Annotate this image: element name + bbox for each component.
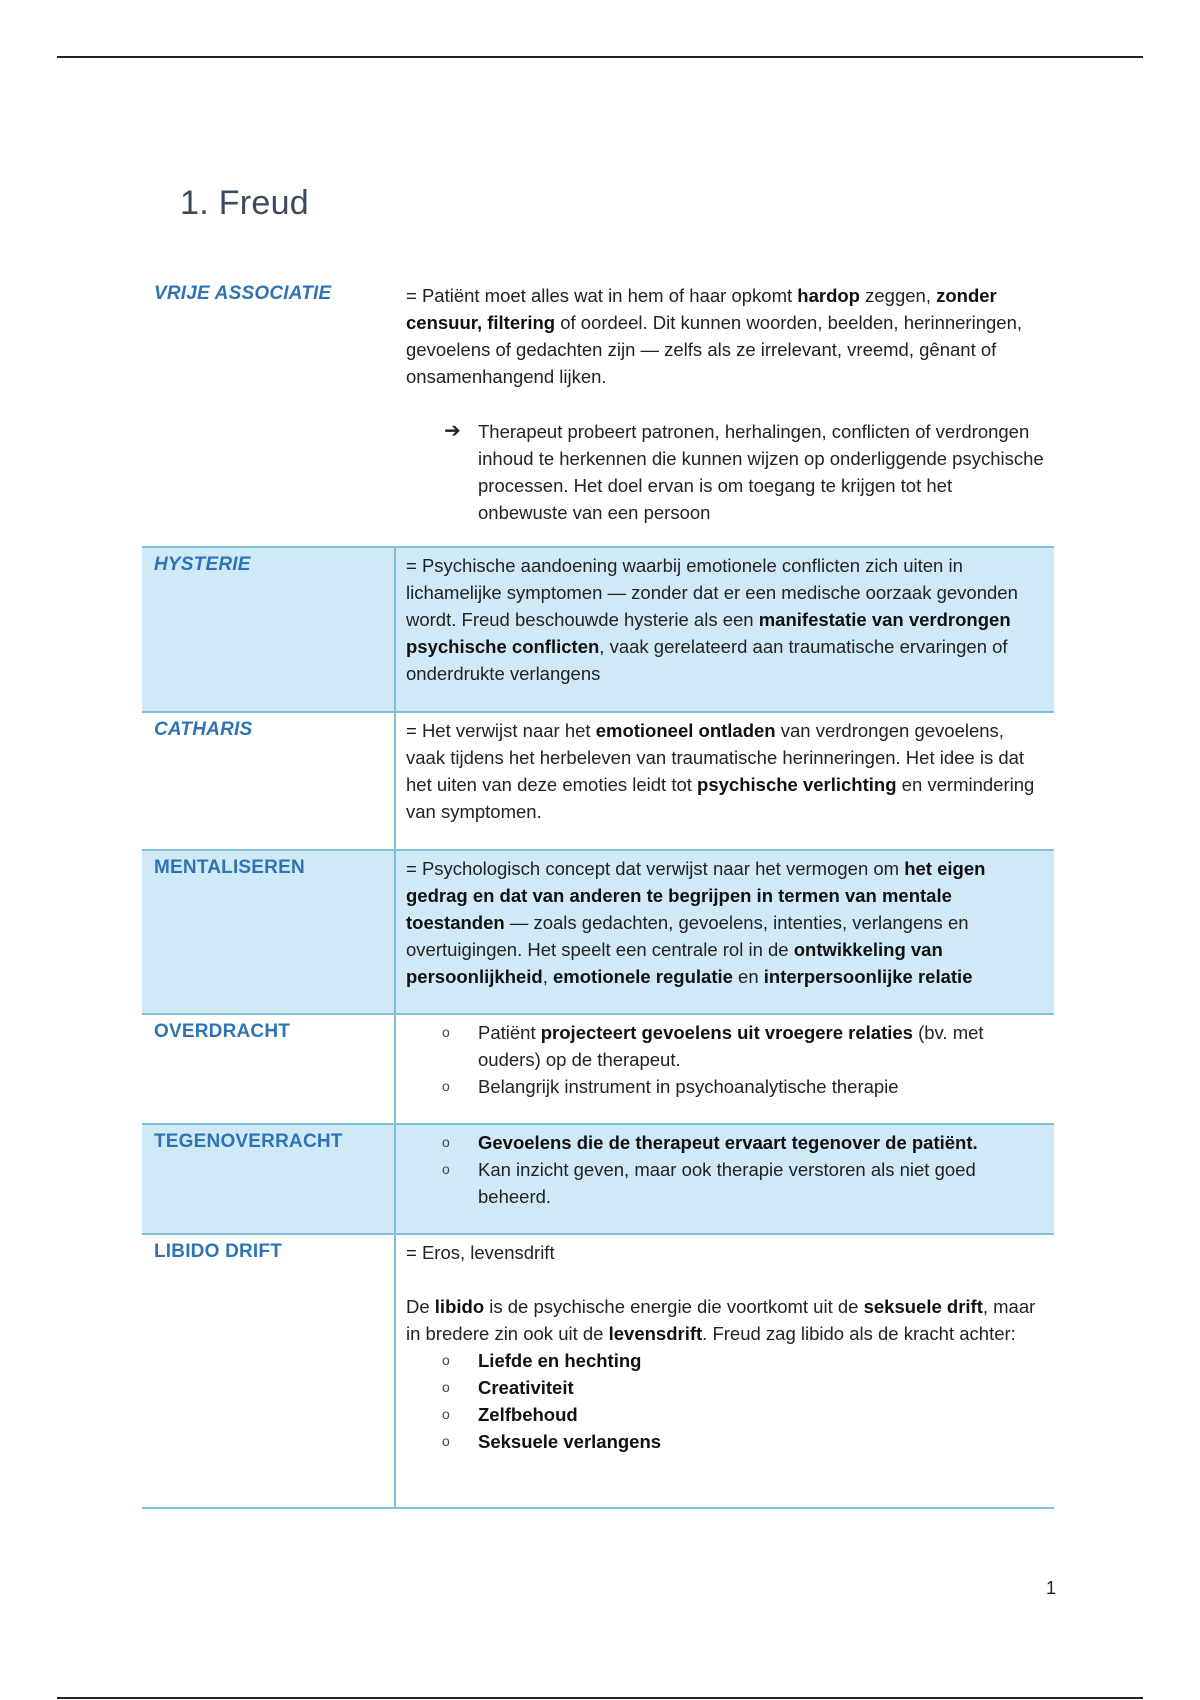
- term-label: HYSTERIE: [142, 548, 396, 711]
- definition-cell: [396, 282, 1054, 546]
- definition-cell: [396, 1125, 1054, 1233]
- hollow-circle-bullet-icon: o: [442, 1024, 450, 1040]
- term-label: TEGENOVERRACHT: [142, 1125, 396, 1233]
- bullet-item: [442, 1156, 1044, 1210]
- definition-text: [406, 717, 1044, 825]
- definition-text: [406, 552, 1044, 687]
- bold-text: libido: [434, 1296, 485, 1317]
- text-run: Belangrijk instrument in psychoanalytische therapie: [478, 1076, 899, 1097]
- text-run: of oordeel. Dit kunnen woorden, beelden, herinneringen, gevoelens of gedachten zijn — zelfs als ze irrelevant, vreemd, gênant of onsamenhangend lijken.: [406, 312, 1022, 387]
- definition-cell: [396, 548, 1054, 711]
- bullet-list: [406, 1129, 1044, 1210]
- definition-text: [406, 855, 1044, 990]
- glossary-row-overdracht: [142, 1015, 1054, 1125]
- bold-text: projecteert gevoelens uit vroegere relaties: [540, 1022, 913, 1043]
- definition-text: [406, 282, 1044, 390]
- bold-text: emotionele regulatie: [553, 966, 733, 987]
- hollow-circle-bullet-icon: o: [442, 1406, 450, 1422]
- glossary-row-mentaliseren: [142, 851, 1054, 1015]
- text-run: en: [732, 966, 764, 987]
- hollow-circle-bullet-icon: o: [442, 1161, 450, 1177]
- text-run: . Freud zag libido als de kracht achter:: [702, 1323, 1016, 1344]
- bold-text: het eigen gedrag en dat van anderen te begrijpen in termen van mentale toestanden: [406, 858, 986, 933]
- bullet-text: [478, 1073, 899, 1100]
- arrow-right-icon: ➔: [444, 420, 461, 442]
- bold-text: Gevoelens die de therapeut ervaart tegenover de patiënt.: [478, 1132, 978, 1153]
- bullet-text: [478, 1129, 978, 1156]
- bold-text: psychische verlichting: [697, 774, 897, 795]
- definition-text: [406, 1293, 1044, 1347]
- text-run: , maar in bredere zin ook uit de: [406, 1296, 1036, 1344]
- footer-rule: [57, 1697, 1143, 1699]
- glossary-row-libido-drift: [142, 1235, 1054, 1509]
- bullet-text: [478, 1019, 1044, 1073]
- glossary-row-tegenoverracht: [142, 1125, 1054, 1235]
- bold-text: interpersoonlijke relatie: [763, 966, 973, 987]
- text-run: — zoals gedachten, gevoelens, intenties, verlangens en overtuigingen. Het speelt een centrale rol in de: [406, 912, 969, 960]
- text-run: = Patiënt moet alles wat in hem of haar opkomt: [406, 285, 798, 306]
- text-run: De: [406, 1296, 435, 1317]
- page-title: 1. Freud: [180, 184, 310, 222]
- bold-text: emotioneel ontladen: [595, 720, 776, 741]
- bullet-item: [442, 1347, 1044, 1374]
- glossary-row-hysterie: [142, 546, 1054, 713]
- term-label: LIBIDO DRIFT: [142, 1235, 396, 1507]
- bullet-list: [406, 1347, 1044, 1455]
- text-run: ,: [542, 966, 553, 987]
- bold-text: hardop: [797, 285, 860, 306]
- bullet-item: [442, 1374, 1044, 1401]
- definition-intro: = Eros, levensdrift: [406, 1242, 555, 1263]
- text-run: Kan inzicht geven, maar ook therapie verstoren als niet goed beheerd.: [478, 1159, 976, 1207]
- glossary-row-vrije-associatie: [142, 282, 1054, 546]
- definition-cell: [396, 1235, 1054, 1507]
- text-run: Patiënt: [478, 1022, 541, 1043]
- text-run: van verdrongen gevoelens, vaak tijdens het herbeleven van traumatische herinneringen. Het idee is dat het uiten van deze emoties leidt tot: [406, 720, 1025, 795]
- definition-cell: [396, 851, 1054, 1013]
- bullet-item: [442, 1129, 1044, 1156]
- bullet-text: [478, 1374, 574, 1401]
- hollow-circle-bullet-icon: o: [442, 1433, 450, 1449]
- bullet-item: [442, 1401, 1044, 1428]
- bold-text: Liefde en hechting: [478, 1350, 642, 1371]
- arrow-paragraph: [406, 418, 1044, 526]
- bullet-list: [406, 1019, 1044, 1100]
- bold-text: Seksuele verlangens: [478, 1431, 662, 1452]
- bullet-text: [478, 1347, 641, 1374]
- term-label: VRIJE ASSOCIATIE: [154, 283, 332, 304]
- term-label: MENTALISEREN: [142, 851, 396, 1013]
- term-label: CATHARIS: [142, 713, 396, 849]
- bold-text: Creativiteit: [478, 1377, 574, 1398]
- bullet-text: [478, 1156, 1044, 1210]
- bullet-text: [478, 1428, 661, 1455]
- hollow-circle-bullet-icon: o: [442, 1078, 450, 1094]
- text-run: zeggen,: [859, 285, 937, 306]
- bullet-item: [442, 1019, 1044, 1073]
- text-run: is de psychische energie die voortkomt uit de: [484, 1296, 864, 1317]
- arrow-paragraph-text: Therapeut probeert patronen, herhalingen, conflicten of verdrongen inhoud te herkennen die kunnen wijzen op onderliggende psychische processen. Het doel ervan is om toegang te krijgen tot het onbewuste van een persoon: [478, 421, 1044, 523]
- hollow-circle-bullet-icon: o: [442, 1379, 450, 1395]
- bold-text: seksuele drift: [863, 1296, 983, 1317]
- text-run: , vaak gerelateerd aan traumatische ervaringen of onderdrukte verlangens: [406, 636, 1008, 684]
- header-rule: [57, 56, 1143, 58]
- text-run: (bv. met ouders) op de therapeut.: [478, 1022, 984, 1070]
- glossary-table: [142, 282, 1054, 1509]
- bullet-item: [442, 1428, 1044, 1455]
- bold-text: levensdrift: [608, 1323, 703, 1344]
- definition-cell: [396, 1015, 1054, 1123]
- text-run: = Het verwijst naar het: [406, 720, 596, 741]
- hollow-circle-bullet-icon: o: [442, 1352, 450, 1368]
- bullet-text: [478, 1401, 578, 1428]
- definition-cell: [396, 713, 1054, 849]
- bullet-item: [442, 1073, 1044, 1100]
- bold-text: manifestatie van verdrongen psychische conflicten: [406, 609, 1011, 657]
- glossary-row-catharis: [142, 713, 1054, 851]
- text-run: = Psychische aandoening waarbij emotionele conflicten zich uiten in lichamelijke symptomen — zonder dat er een medische oorzaak gevonden wordt. Freud beschouwde hysterie als een: [406, 555, 1018, 630]
- page-number: 1: [1046, 1578, 1057, 1598]
- term-label: OVERDRACHT: [142, 1015, 396, 1123]
- bold-text: Zelfbehoud: [478, 1404, 578, 1425]
- bold-text: zonder censuur, filtering: [406, 285, 997, 333]
- text-run: = Psychologisch concept dat verwijst naar het vermogen om: [406, 858, 905, 879]
- text-run: en vermindering van symptomen.: [406, 774, 1035, 822]
- hollow-circle-bullet-icon: o: [442, 1134, 450, 1150]
- bold-text: ontwikkeling van persoonlijkheid: [406, 939, 943, 987]
